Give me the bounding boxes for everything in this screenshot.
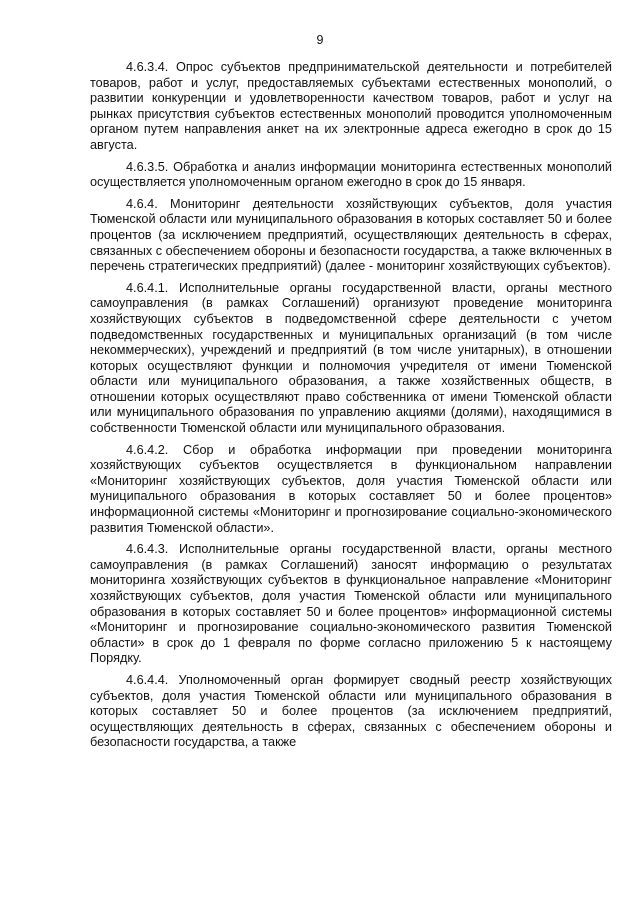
document-body (90, 60, 612, 757)
paragraph-4-6-4-2: 4.6.4.2. Сбор и обработка информации при проведении мониторинга хозяйствующих субъектов осуществляется в функциональном направлении «Мониторинг хозяйствующих субъектов, доля участия Тюменской области или муниципального образования в которых составляет 50 и более процентов» информационной системы «Мониторинг и прогнозирование социально-экономического развития Тюменской области». (90, 442, 612, 535)
paragraph-4-6-4: 4.6.4. Мониторинг деятельности хозяйствующих субъектов, доля участия Тюменской области или муниципального образования в которых составляет 50 и более процентов (за исключением предприятий, осуществляющих деятельность в сферах, связанных с обеспечением обороны и безопасности государства, а также включенных в перечень стратегических предприятий) (далее - мониторинг хозяйствующих субъектов). (90, 196, 612, 274)
paragraph-4-6-4-1: 4.6.4.1. Исполнительные органы государственной власти, органы местного самоуправления (в рамках Соглашений) организуют проведение мониторинга хозяйствующих субъектов в подведомственной сфере деятельности с учетом подведомственных государственных и муниципальных организаций (в том числе некоммерческих), учреждений и предприятий (в том числе унитарных), в отношении которых осуществляют функции и полномочия учредителя от имени Тюменской области или муниципального образования, а также хозяйственных обществ, в отношении которых осуществляют право собственника от имени Тюменской области или муниципального образования по управлению акциями (долями), находящимися в собственности Тюменской области или муниципального образования. (90, 280, 612, 436)
paragraph-4-6-3-5: 4.6.3.5. Обработка и анализ информации мониторинга естественных монополий осуществляется уполномоченным органом ежегодно в срок до 15 января. (90, 159, 612, 190)
paragraph-4-6-3-4: 4.6.3.4. Опрос субъектов предпринимательской деятельности и потребителей товаров, работ и услуг, предоставляемых субъектами естественных монополий, о развитии конкуренции и удовлетворенности качеством товаров, работ и услуг на рынках присутствия субъектов естественных монополий проводится уполномоченным органом путем направления анкет на их электронные адреса ежегодно в срок до 15 августа. (90, 60, 612, 152)
paragraph-4-6-4-3: 4.6.4.3. Исполнительные органы государственной власти, органы местного самоуправления (в рамках Соглашений) заносят информацию о результатах мониторинга хозяйствующих субъектов в функциональное направление «Мониторинг хозяйствующих субъектов, доля участия Тюменской области или муниципального образования в которых составляет 50 и более процентов» информационной системы «Мониторинг и прогнозирование социально-экономического развития Тюменской области» в срок до 1 февраля по форме согласно приложению 5 к настоящему Порядку. (90, 542, 612, 666)
paragraph-4-6-4-4: 4.6.4.4. Уполномоченный орган формирует сводный реестр хозяйствующих субъектов, доля участия Тюменской области или муниципального образования в которых составляет 50 и более процентов (за исключением предприятий, осуществляющих деятельность в сферах, связанных с обеспечением обороны и безопасности государства, а также (90, 672, 612, 750)
page-number: 9 (316, 33, 324, 47)
